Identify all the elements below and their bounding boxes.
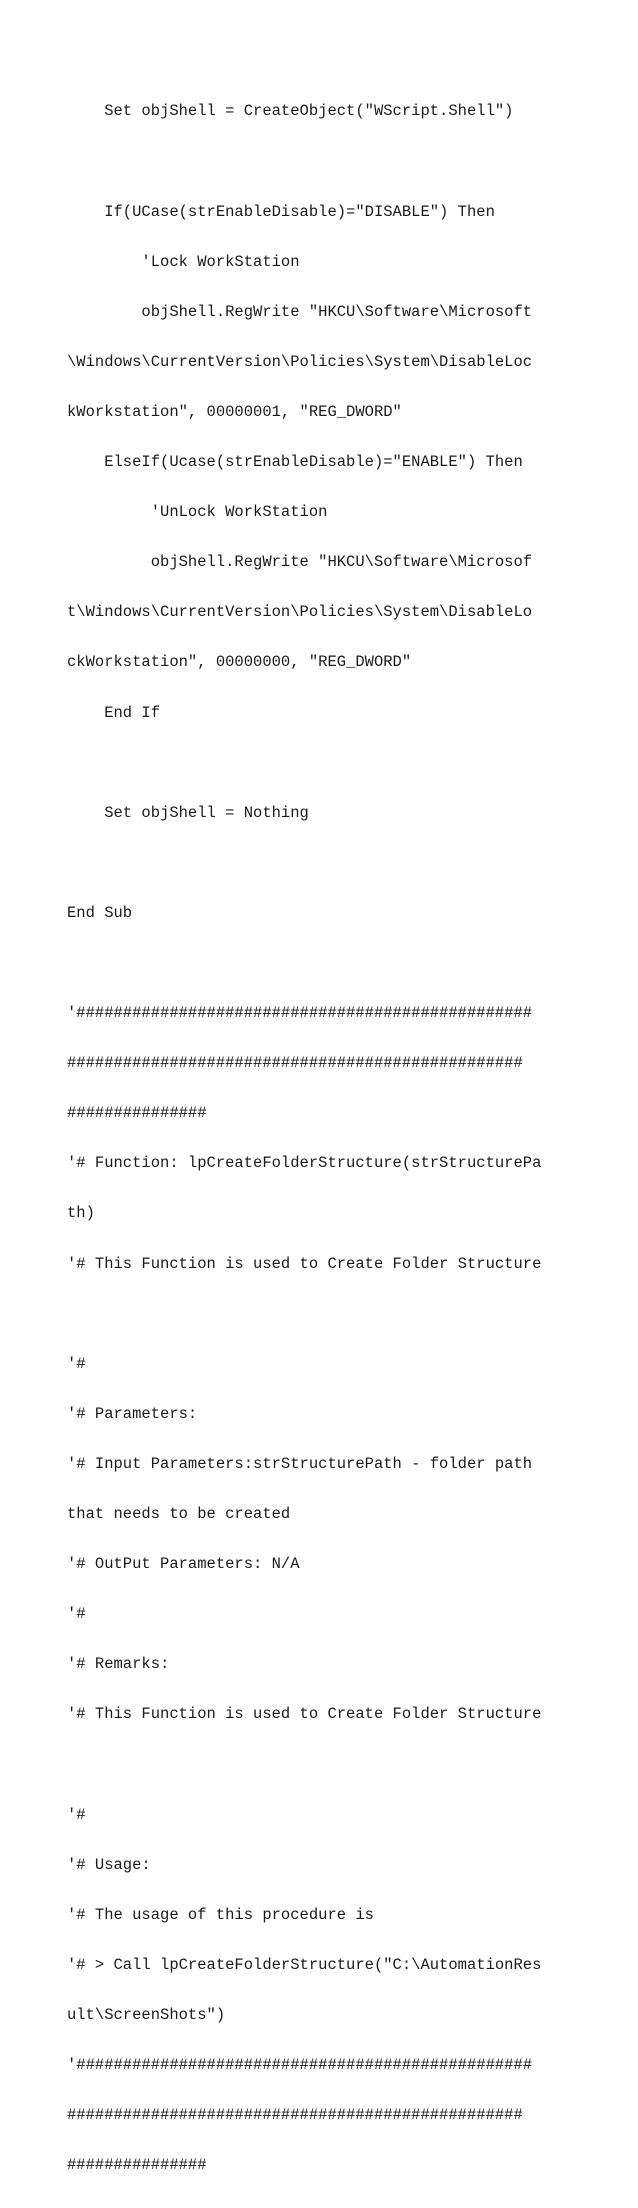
code-line: '# The usage of this procedure is (67, 1905, 374, 1924)
code-line: '# > Call lpCreateFolderStructure("C:\AutomationRes (67, 1955, 542, 1974)
code-line: '################################################# (67, 2056, 533, 2075)
code-line: ################################################# (67, 1054, 523, 1073)
code-line: 'Lock WorkStation (67, 252, 300, 271)
code-line: End If (67, 703, 161, 722)
code-line (67, 154, 541, 171)
code-line: Set objShell = CreateObject("WScript.Shell") (67, 102, 514, 121)
code-line: 'UnLock WorkStation (67, 503, 328, 522)
code-line: '# OutPut Parameters: N/A (67, 1555, 300, 1574)
code-line: ult\ScreenShots") (67, 2005, 226, 2024)
code-line: Set objShell = Nothing (67, 803, 309, 822)
code-line: ElseIf(Ucase(strEnableDisable)="ENABLE") Then (67, 453, 523, 472)
code-line (67, 1757, 541, 1774)
code-line: '# (67, 1805, 86, 1824)
code-line: kWorkstation", 00000001, "REG_DWORD" (67, 402, 402, 421)
code-line: '# Usage: (67, 1855, 151, 1874)
code-line (67, 955, 541, 972)
code-line: ############### (67, 1104, 207, 1123)
code-line: ckWorkstation", 00000000, "REG_DWORD" (67, 653, 412, 672)
code-line: '# Remarks: (67, 1655, 170, 1674)
code-line: \Windows\CurrentVersion\Policies\System\DisableLoc (67, 352, 533, 371)
code-line (67, 855, 541, 872)
code-line: '# Input Parameters:strStructurePath - folder path (67, 1454, 533, 1473)
code-line: objShell.RegWrite "HKCU\Software\Microsof (67, 553, 533, 572)
code-line: If(UCase(strEnableDisable)="DISABLE") Then (67, 202, 495, 221)
code-line (67, 755, 541, 772)
code-line: objShell.RegWrite "HKCU\Software\Microsoft (67, 302, 533, 321)
code-line: End Sub (67, 903, 133, 922)
code-line: ################################################# (67, 2106, 523, 2125)
code-listing (67, 70, 541, 2207)
code-line: th) (67, 1204, 95, 1223)
code-line: '# Function: lpCreateFolderStructure(strStructurePa (67, 1154, 542, 1173)
code-line: ############### (67, 2156, 207, 2175)
code-line: '# This Function is used to Create Folder Structure (67, 1705, 542, 1724)
code-line: '# (67, 1605, 86, 1624)
code-line: t\Windows\CurrentVersion\Policies\System\DisableLo (67, 603, 533, 622)
code-line (67, 1306, 541, 1323)
code-line: '################################################# (67, 1004, 533, 1023)
code-line: '# (67, 1354, 86, 1373)
code-line: that needs to be created (67, 1505, 291, 1524)
code-line: '# Parameters: (67, 1404, 198, 1423)
code-line: '# This Function is used to Create Folder Structure (67, 1254, 542, 1273)
